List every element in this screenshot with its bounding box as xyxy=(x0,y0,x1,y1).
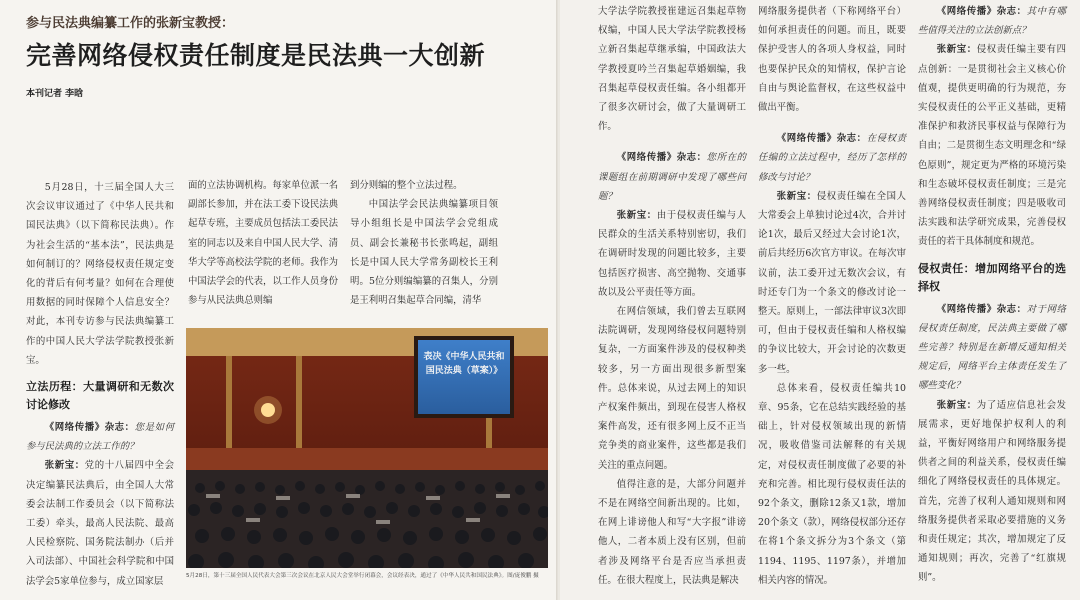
question-label: 《网络传播》杂志： xyxy=(936,303,1027,315)
intro-paragraph: 5月28日，十三届全国人大三次会议审议通过了《中华人民共和国民法典》（以下简称民法典）。作为社会生活的“基本法”，民法典是如何制订的？网络侵权责任规定变化的背后有何考量？如何在合理使用数据的同时保障个人信息安全？对此，本刊专访参与民法典编纂工作的中国人民大学法学院教授张新宝。 xyxy=(26,182,174,366)
paragraph: 总体来看，侵权责任编共10章、95条，它在总结实践经验的基础上，针对侵权领域出现的新情况，吸收借鉴司法解释的有关规定，对侵权责任制度做了必要的补充和完善。相比现行侵权责任法的92个条文，删除12条又1款，增加20个条文（款），网络侵权部分还存在将1个条文拆分为3个条文（第1194、1195、1197条），并增加相关内容的情况。 xyxy=(758,382,906,586)
answer-label: 张新宝： xyxy=(44,460,85,472)
question-5 xyxy=(918,300,1066,396)
article-headline: 完善网络侵权责任制度是民法典一大创新 xyxy=(26,41,486,70)
answer-text: 侵权责任编在全国人大常委会上单独讨论过4次，合并讨论1次，最后又经过大会讨论1次，前后共经历6次官方审议。在每次审议前，法工委开过无数次会议，有时还专门为一个条文的修改讨论一整天。原则上，一部法律审议3次即可，但由于侵权责任编和人格权编的争议比较大，开会讨论的次数更多一些。 xyxy=(758,190,906,375)
section-heading-legislative-process: 立法历程：大量调研和无数次讨论修改 xyxy=(26,380,174,412)
screen-text: 表决《中华人民共和国民法典（草案）》 xyxy=(423,352,505,376)
answer-1 xyxy=(26,456,174,590)
photo-caption: 5月28日，第十三届全国人民代表大会第三次会议在北京人民大会堂举行闭幕会，会议经表决，通过了《中华人民共和国民法典》。图/庞俊鹏 摄 xyxy=(186,573,539,579)
answer-3 xyxy=(758,187,906,379)
question-4 xyxy=(918,2,1066,40)
column-3 xyxy=(350,176,498,310)
question-label: 《网络传播》杂志： xyxy=(936,6,1027,17)
paragraph: 值得注意的是，大部分问题并不是在网络空间新出现的。比如，在网上诽谤他人和写“大字报”诽谤他人，二者本质上没有区别，但前者涉及网络平台是否应当承担责任。在很大程度上，民法典是解决 xyxy=(598,478,746,586)
answer-text: 为了适应信息社会发展需求，更好地保护权利人的利益，平衡好网络用户和网络服务提供者之间的利益关系，侵权责任编细化了网络侵权责任的具体规定。首先，完善了权利人通知规则和网络服务提供者采取必要措施的义务和责任规定；其次，增加规定了反通知规则；再次，完善了“红旗规则”。 xyxy=(918,399,1066,584)
question-text: 您是如何参与民法典的立法工作的？ xyxy=(26,422,174,453)
column-4 xyxy=(598,2,746,590)
question-3 xyxy=(758,129,906,187)
question-label: 《网络传播》杂志： xyxy=(776,133,867,145)
answer-text: 党的十八届四中全会决定编纂民法典后，由全国人大常委会法制工作委员会（以下简称法工委）牵头，最高人民法院、最高人民检察院、国务院法制办（后并入司法部）、中国社会科学院和中国法学会5家单位参与，成立国家层 xyxy=(26,460,174,587)
answer-label: 张新宝： xyxy=(936,44,977,56)
right-page xyxy=(560,0,1080,600)
question-text: 对于网络侵权责任制度，民法典主要做了哪些完善？特别是在新增反通知相关规定后，网络平台主体责任发生了哪些变化？ xyxy=(918,303,1066,392)
answer-text: 侵权责任编主要有四点创新：一是贯彻社会主义核心价值观，提供更明确的行为规范，夯实侵权责任的公平正义基础，更精准保护和救济民事权益与保障行为自由；二是贯彻生态文明理念和“绿色原则”，规定更为严格的环境污染和生态破坏侵权责任制度；三是完善网络侵权责任制度；四是吸收司法实践和法学研究成果，完善侵权责任的若干具体制度和规范。 xyxy=(918,44,1066,248)
answer-4 xyxy=(918,40,1066,251)
question-text: 其中有哪些值得关注的立法创新点？ xyxy=(918,6,1066,37)
column-6 xyxy=(918,2,1066,588)
column-5 xyxy=(758,2,906,590)
column-1 xyxy=(26,178,174,591)
column-2 xyxy=(188,176,338,310)
answer-2 xyxy=(598,206,746,302)
question-2 xyxy=(598,148,746,206)
answer-label: 张新宝： xyxy=(936,399,977,411)
paragraph: 到分则编的整个立法过程。 xyxy=(350,180,463,191)
question-label: 《网络传播》杂志： xyxy=(44,422,135,434)
answer-label: 张新宝： xyxy=(776,190,817,202)
byline: 本刊记者 李晗 xyxy=(26,89,84,99)
question-label: 《网络传播》杂志： xyxy=(616,152,707,164)
paragraph: 在网信领域，我们曾去互联网法院调研，发现网络侵权问题特别复杂，一方面案件涉及的侵权种类较多，另一方面出现很多新型案件。总体来说，从过去网上的知识产权案件频出，到现在侵害人格权案件高发，还有很多网上反不正当竞争类的商业案件，这些都是我们关注的重点问题。 xyxy=(598,306,746,471)
article-kicker: 参与民法典编纂工作的张新宝教授： xyxy=(26,16,235,31)
npc-session-photo xyxy=(186,328,548,568)
question-text: 在侵权责任编的立法过程中，经历了怎样的修改与讨论？ xyxy=(758,133,906,183)
question-text: 您所在的课题组在前期调研中发现了哪些问题？ xyxy=(598,152,746,202)
question-1 xyxy=(26,418,174,456)
answer-label: 张新宝： xyxy=(616,210,657,222)
paragraph: 面的立法协调机构。每家单位派一名副部长参加，并在法工委下设民法典起草专班，主要成员包括法工委民法室的同志以及来自中国人民大学、清华大学等高校法学院的老师。我作为中国法学会的代表，以工作人员身份参与从民法典总则编 xyxy=(188,180,339,307)
answer-text: 由于侵权责任编与人民群众的生活关系特别密切，我们在调研时发现的问题比较多，主要包括医疗损害、高空抛物、交通事故以及公平责任等方面。 xyxy=(598,210,746,298)
paragraph: 网络服务提供者（下称网络平台）如何承担责任的问题。而且，既要保护受害人的各项人身权益，同时也要保护民众的知情权，保护言论自由与舆论监督权，在这些权益中做出平衡。 xyxy=(758,6,906,114)
paragraph: 中国法学会民法典编纂项目领导小组组长是中国法学会党组成员、副会长兼秘书长张鸣起，副组长是中国人民大学常务副校长王利明。5位分则编编纂的召集人，分别是王利明召集起草合同编，清华 xyxy=(350,199,498,307)
section-heading-platform-choice: 侵权责任：增加网络平台的选择权 xyxy=(918,261,1066,293)
paragraph: 大学法学院教授崔建远召集起草物权编，中国人民大学法学院教授杨立新召集起草继承编，中国政法大学教授夏吟兰召集起草婚姻编，我召集起草侵权责任编。各小组都开了很多次研讨会，做了大量调研工作。 xyxy=(598,6,746,133)
answer-5 xyxy=(918,396,1066,588)
